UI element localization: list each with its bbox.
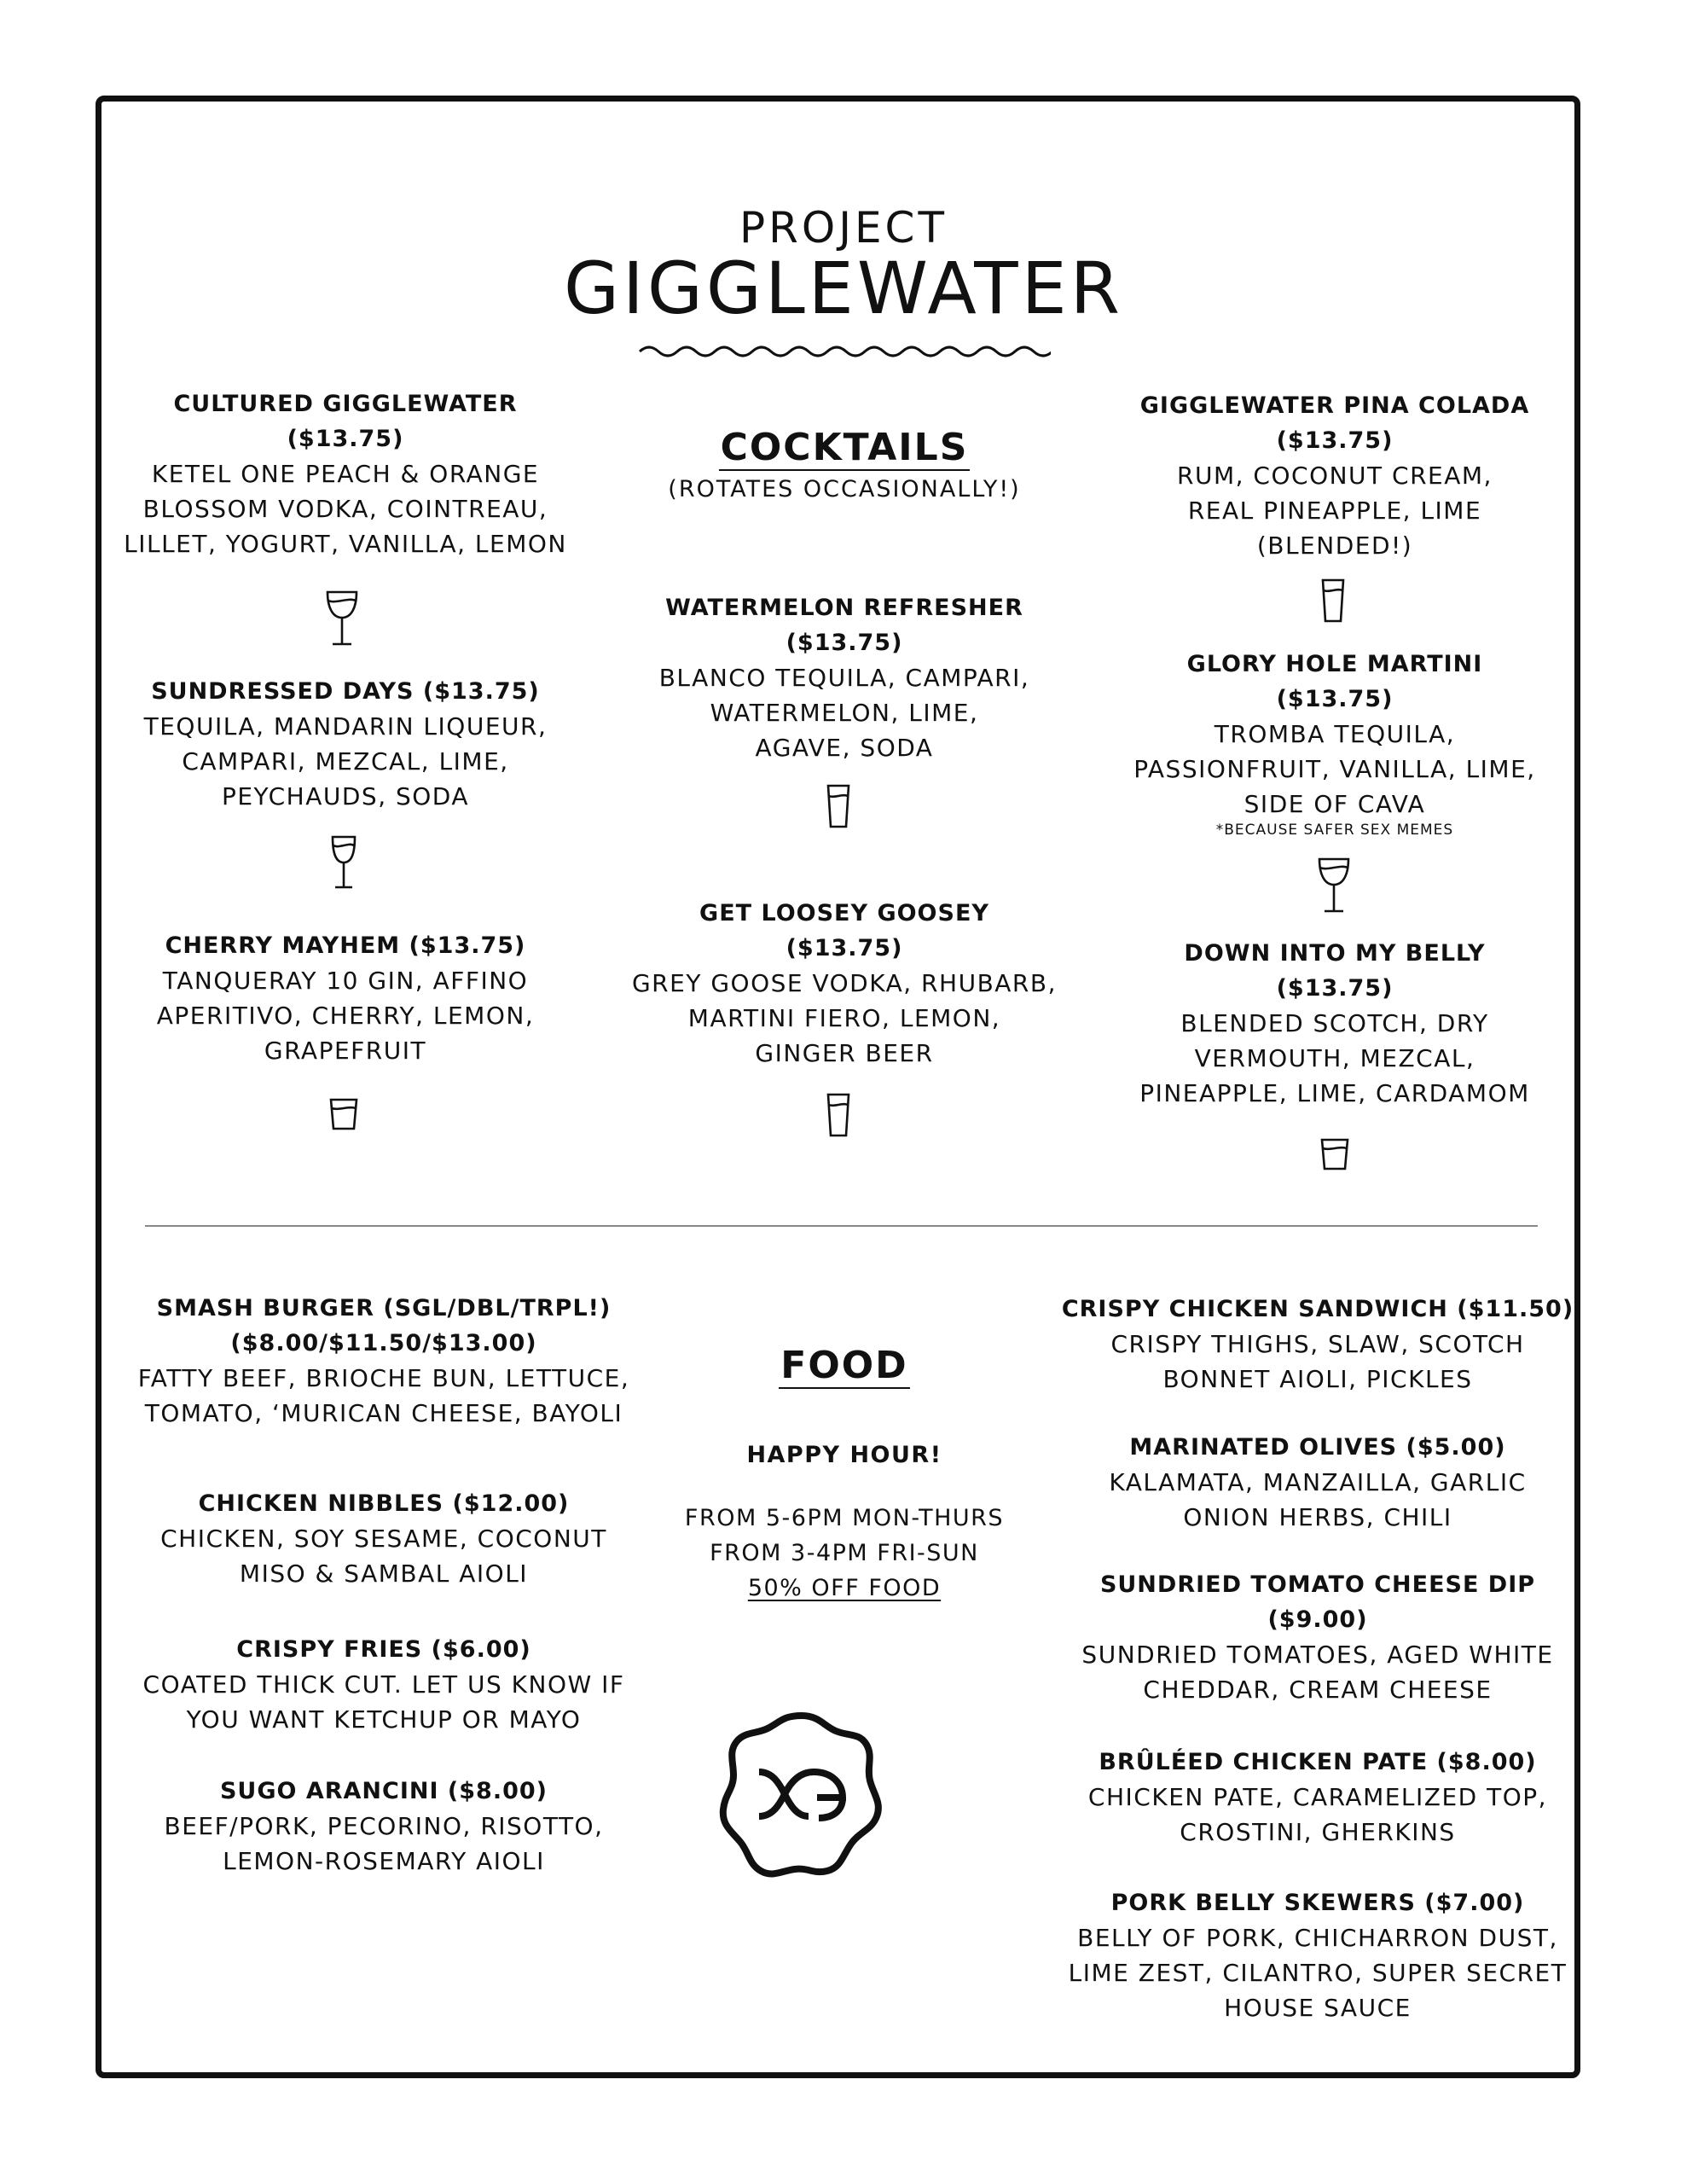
highball-glass-icon — [1320, 578, 1346, 624]
food-item — [1053, 1567, 1582, 1707]
cocktails-subtitle: (ROTATES OCCASIONALLY!) — [668, 476, 1021, 502]
item-name: BRÛLÉED CHICKEN PATE ($8.00) — [1099, 1749, 1537, 1775]
item-description: BELLY OF PORK, CHICHARRON DUST, LIME ZEST, CILANTRO, SUPER SECRET HOUSE SAUCE — [1068, 1924, 1568, 2022]
cocktail-item — [610, 590, 1079, 765]
item-name: SUNDRIED TOMATO CHEESE DIP ($9.00) — [1099, 1571, 1536, 1633]
section-divider — [145, 1225, 1538, 1227]
cocktail-item — [111, 386, 580, 561]
item-description: CHICKEN PATE, CARAMELIZED TOP, CROSTINI, GHERKINS — [1087, 1783, 1548, 1846]
highball-glass-icon — [826, 783, 851, 829]
item-name: DOWN INTO MY BELLY ($13.75) — [1184, 940, 1486, 1002]
menu-title — [417, 203, 1270, 330]
cocktail-item — [1100, 388, 1569, 563]
item-name: CRISPY CHICKEN SANDWICH ($11.50) — [1061, 1296, 1574, 1322]
rocks-glass-icon — [328, 1097, 359, 1131]
gigglewater-logo-icon — [716, 1709, 887, 1879]
highball-glass-icon — [826, 1092, 851, 1138]
cocktails-header — [631, 427, 1058, 502]
happy-hour-line: FROM 5-6PM MON-THURS — [684, 1505, 1005, 1531]
wavy-line-icon — [638, 343, 1051, 360]
food-item — [124, 1486, 644, 1591]
food-item — [124, 1291, 644, 1431]
cocktail-item — [111, 674, 580, 814]
item-description: KALAMATA, MANZAILLA, GARLIC ONION HERBS, CHILI — [1109, 1468, 1527, 1531]
item-description: TANQUERAY 10 GIN, AFFINO APERITIVO, CHERRY, LEMON, GRAPEFRUIT — [156, 967, 535, 1065]
item-description: COATED THICK CUT. LET US KNOW IF YOU WANT KETCHUP OR MAYO — [142, 1670, 625, 1734]
item-description: RUM, COCONUT CREAM, REAL PINEAPPLE, LIME (BLENDED!) — [1177, 462, 1493, 560]
item-description: FATTY BEEF, BRIOCHE BUN, LETTUCE, TOMATO, ‘MURICAN CHEESE, BAYOLI — [137, 1364, 630, 1427]
item-description: SUNDRIED TOMATOES, AGED WHITE CHEDDAR, CREAM CHEESE — [1081, 1641, 1554, 1704]
rocks-glass-icon — [1319, 1137, 1350, 1171]
item-name: GLORY HOLE MARTINI ($13.75) — [1186, 651, 1483, 712]
happy-hour-discount: 50% OFF FOOD — [747, 1575, 942, 1601]
item-name: SUGO ARANCINI ($8.00) — [219, 1778, 548, 1804]
title-main: GIGGLEWATER — [563, 247, 1124, 330]
wine-glass-icon — [324, 589, 360, 648]
food-title: FOOD — [780, 1344, 908, 1387]
cocktails-title: COCKTAILS — [720, 426, 969, 469]
item-description: TEQUILA, MANDARIN LIQUEUR, CAMPARI, MEZCAL, LIME, PEYCHAUDS, SODA — [143, 712, 548, 810]
item-name: CHICKEN NIBBLES ($12.00) — [198, 1490, 570, 1517]
item-name: CHERRY MAYHEM ($13.75) — [165, 932, 526, 959]
cocktail-item — [610, 896, 1079, 1071]
item-name: SMASH BURGER (SGL/DBL/TRPL!) ($8.00/$11.50/$13.00) — [156, 1295, 612, 1356]
wine-glass-icon — [1316, 856, 1352, 915]
item-name: PORK BELLY SKEWERS ($7.00) — [1110, 1890, 1525, 1916]
item-name: MARINATED OLIVES ($5.00) — [1129, 1434, 1506, 1461]
happy-hour — [631, 1442, 1058, 1606]
food-header — [631, 1345, 1058, 1389]
item-description: CHICKEN, SOY SESAME, COCONUT MISO & SAMBAL AIOLI — [160, 1525, 607, 1588]
food-item — [124, 1774, 644, 1879]
item-description: KETEL ONE PEACH & ORANGE BLOSSOM VODKA, COINTREAU, LILLET, YOGURT, VANILLA, LEMON — [124, 460, 567, 558]
item-description: CRISPY THIGHS, SLAW, SCOTCH BONNET AIOLI, PICKLES — [1110, 1330, 1525, 1393]
item-name: WATERMELON REFRESHER ($13.75) — [665, 595, 1023, 656]
item-name: GIGGLEWATER PINA COLADA ($13.75) — [1139, 392, 1530, 454]
item-description: TROMBA TEQUILA, PASSIONFRUIT, VANILLA, LIME, SIDE OF CAVA — [1133, 720, 1536, 818]
cocktail-item — [1100, 936, 1569, 1111]
item-name: GET LOOSEY GOOSEY ($13.75) — [699, 900, 989, 961]
food-item — [1053, 1885, 1582, 2025]
item-name: CULTURED GIGGLEWATER ($13.75) — [173, 391, 518, 452]
item-description: BEEF/PORK, PECORINO, RISOTTO, LEMON-ROSEMARY AIOLI — [164, 1812, 604, 1875]
cocktail-item — [1100, 647, 1569, 839]
item-description: BLANCO TEQUILA, CAMPARI, WATERMELON, LIME, AGAVE, SODA — [658, 664, 1030, 762]
item-footnote: *BECAUSE SAFER SEX MEMES — [1215, 822, 1454, 839]
cocktail-item — [111, 928, 580, 1068]
item-description: BLENDED SCOTCH, DRY VERMOUTH, MEZCAL, PINEAPPLE, LIME, CARDAMOM — [1139, 1009, 1530, 1107]
food-item — [1053, 1745, 1582, 1850]
item-description: GREY GOOSE VODKA, RHUBARB, MARTINI FIERO, LEMON, GINGER BEER — [631, 969, 1057, 1067]
food-item — [1053, 1292, 1582, 1397]
title-top: PROJECT — [739, 203, 948, 253]
item-name: CRISPY FRIES ($6.00) — [236, 1636, 531, 1663]
food-item — [1053, 1430, 1582, 1535]
item-name: SUNDRESSED DAYS ($13.75) — [151, 678, 540, 705]
happy-hour-title: HAPPY HOUR! — [746, 1442, 942, 1468]
happy-hour-line: FROM 3-4PM FRI-SUN — [710, 1540, 979, 1566]
wine-glass-icon — [329, 834, 358, 892]
food-item — [124, 1632, 644, 1737]
